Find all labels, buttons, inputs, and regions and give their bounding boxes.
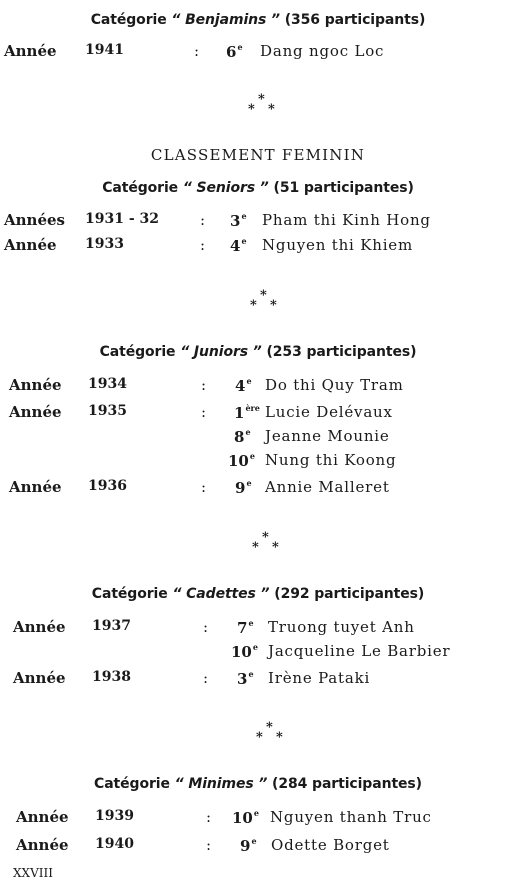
result-row <box>9 376 509 398</box>
year: 1940 <box>95 836 134 852</box>
year: 1938 <box>92 669 131 685</box>
category-label: Catégorie <box>99 344 176 360</box>
result-row <box>16 808 506 830</box>
heading-minimes <box>0 776 516 792</box>
annee-label: Années <box>4 211 65 229</box>
colon: : <box>206 836 212 854</box>
participant-name: Irène Pataki <box>268 669 371 687</box>
year: 1937 <box>92 618 131 634</box>
participant-name: Pham thi Kinh Hong <box>262 211 431 229</box>
result-row <box>9 478 509 500</box>
category-count: (292 participantes) <box>274 586 425 602</box>
participant-name: Nung thi Koong <box>265 451 397 469</box>
rank: 9e <box>240 836 257 855</box>
year: 1935 <box>88 403 127 419</box>
colon: : <box>201 478 207 496</box>
rank: 10e <box>231 642 258 661</box>
annee-label: Année <box>16 808 69 826</box>
rank: 4e <box>230 236 247 255</box>
participant-name: Truong tuyet Anh <box>268 618 415 636</box>
colon: : <box>201 376 207 394</box>
year: 1939 <box>95 808 134 824</box>
rank: 9e <box>235 478 252 497</box>
year: 1934 <box>88 376 127 392</box>
colon: : <box>201 403 207 421</box>
rank: 6e <box>226 42 243 61</box>
category-name: “ Minimes ” <box>174 776 268 792</box>
category-name: “ Juniors ” <box>180 344 262 360</box>
rank: 7e <box>237 618 254 637</box>
separator-asterism: * * * <box>248 92 275 117</box>
category-count: (356 participants) <box>284 12 426 28</box>
annee-label: Année <box>9 478 62 496</box>
participant-name: Dang ngoc Loc <box>260 42 385 60</box>
annee-label: Année <box>4 42 57 60</box>
annee-label: Année <box>13 669 66 687</box>
section-title: CLASSEMENT FEMININ <box>150 146 366 164</box>
colon: : <box>200 236 206 254</box>
heading-juniors <box>0 344 516 360</box>
result-row <box>13 669 513 691</box>
participant-name: Odette Borget <box>271 836 390 854</box>
year: 1931 - 32 <box>85 211 160 227</box>
category-label: Catégorie <box>91 586 168 602</box>
category-count: (51 participantes) <box>273 180 414 196</box>
colon: : <box>203 669 209 687</box>
participant-name: Jacqueline Le Barbier <box>268 642 451 660</box>
annee-label: Année <box>4 236 57 254</box>
rank: 1ère <box>234 403 260 422</box>
result-row <box>9 403 509 425</box>
year: 1936 <box>88 478 127 494</box>
rank: 10e <box>228 451 255 470</box>
rank: 3e <box>230 211 247 230</box>
annee-label: Année <box>9 376 62 394</box>
heading-cadettes <box>0 586 516 602</box>
category-name: “ Benjamins ” <box>171 12 280 28</box>
annee-label: Année <box>9 403 62 421</box>
category-label: Catégorie <box>90 12 167 28</box>
result-row <box>4 236 504 258</box>
category-label: Catégorie <box>102 180 179 196</box>
participant-name: Annie Malleret <box>265 478 390 496</box>
heading-benjamins <box>0 12 516 28</box>
rank: 4e <box>235 376 252 395</box>
annee-label: Année <box>16 836 69 854</box>
result-row <box>4 42 504 64</box>
annee-label: Année <box>13 618 66 636</box>
result-row <box>16 836 506 858</box>
rank: 3e <box>237 669 254 688</box>
result-row <box>9 451 509 473</box>
colon: : <box>203 618 209 636</box>
rank: 10e <box>232 808 259 827</box>
participant-name: Jeanne Mounie <box>265 427 390 445</box>
colon: : <box>200 211 206 229</box>
result-row <box>9 427 509 449</box>
category-count: (253 participantes) <box>266 344 417 360</box>
participant-name: Lucie Delévaux <box>265 403 393 421</box>
category-name: “ Cadettes ” <box>172 586 270 602</box>
colon: : <box>194 42 200 60</box>
participant-name: Nguyen thi Khiem <box>262 236 413 254</box>
participant-name: Nguyen thanh Truc <box>270 808 432 826</box>
separator-asterism: * * * <box>256 720 283 745</box>
page-number: XXVIII <box>13 866 53 880</box>
separator-asterism: * * * <box>252 530 279 555</box>
year: 1941 <box>85 42 124 58</box>
heading-seniors <box>0 180 516 196</box>
separator-asterism: * * * <box>250 288 277 313</box>
category-count: (284 participantes) <box>272 776 422 792</box>
category-name: “ Seniors ” <box>182 180 269 196</box>
participant-name: Do thi Quy Tram <box>265 376 404 394</box>
result-row <box>4 211 504 233</box>
year: 1933 <box>85 236 124 252</box>
result-row <box>13 618 513 640</box>
result-row <box>13 642 513 664</box>
colon: : <box>206 808 212 826</box>
category-label: Catégorie <box>94 776 170 792</box>
rank: 8e <box>234 427 251 446</box>
